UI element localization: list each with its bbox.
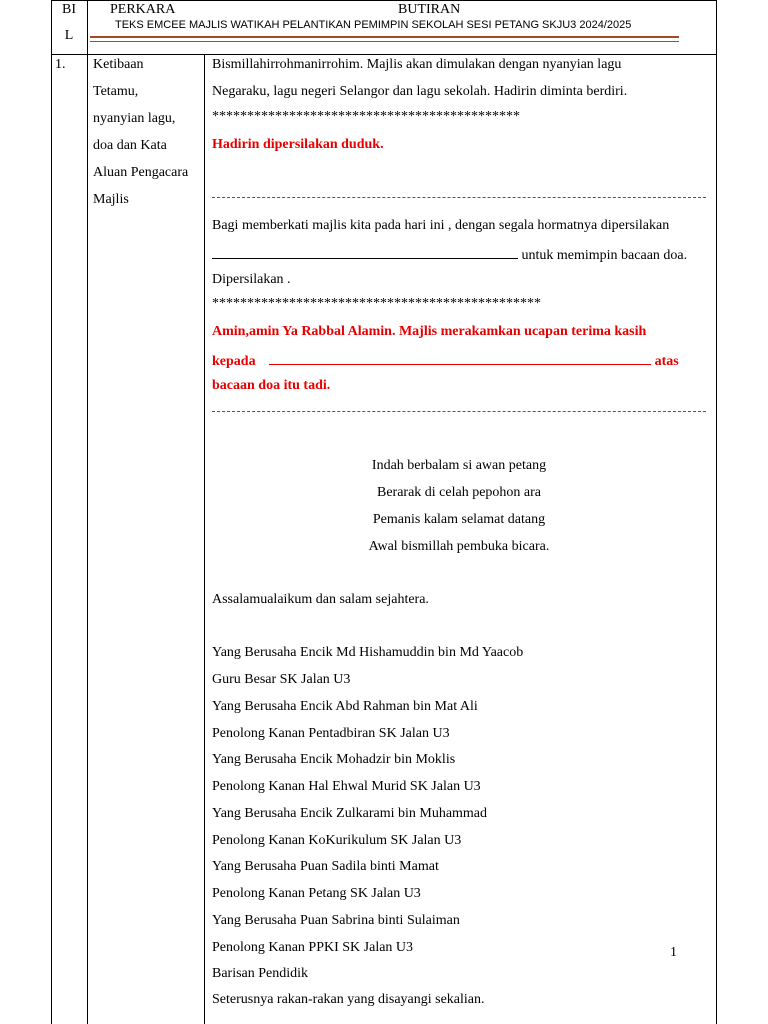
header-rule-thin bbox=[90, 41, 679, 42]
dashed-divider bbox=[212, 411, 706, 412]
amin-line-start: kepada bbox=[212, 354, 256, 369]
pantun-line: Awal bismillah pembuka bicara. bbox=[368, 539, 550, 554]
header-butiran: BUTIRAN bbox=[398, 2, 461, 17]
stars-divider: *********************************************** bbox=[212, 296, 541, 311]
guest-line: Penolong Kanan Petang SK Jalan U3 bbox=[212, 886, 421, 901]
doa-invite: Dipersilakan . bbox=[212, 272, 291, 287]
intro-line: Negaraku, lagu negeri Selangor dan lagu sekolah. Hadirin diminta berdiri. bbox=[212, 84, 628, 99]
header-rule bbox=[90, 36, 679, 38]
perkara-line: doa dan Kata bbox=[93, 138, 167, 153]
guest-line: Yang Berusaha Encik Zulkarami bin Muhammad bbox=[212, 806, 488, 821]
header-perkara: PERKARA bbox=[110, 2, 176, 17]
perkara-line: nyanyian lagu, bbox=[93, 111, 176, 126]
guest-line: Penolong Kanan Hal Ehwal Murid SK Jalan U3 bbox=[212, 779, 481, 794]
guest-line: Penolong Kanan KoKurikulum SK Jalan U3 bbox=[212, 833, 462, 848]
blank-underline bbox=[269, 351, 651, 365]
perkara-line: Aluan Pengacara bbox=[93, 165, 189, 180]
pantun-line: Indah berbalam si awan petang bbox=[371, 458, 547, 473]
row-number: 1. bbox=[55, 57, 66, 72]
table-border-top bbox=[51, 0, 717, 1]
doa-line: Bagi memberkati majlis kita pada hari ini , dengan segala hormatnya dipersilakan bbox=[212, 218, 670, 233]
doa-line-text: untuk memimpin bacaan doa. bbox=[521, 248, 688, 263]
pantun-line: Berarak di celah pepohon ara bbox=[376, 485, 542, 500]
header-bil-cont: L bbox=[64, 28, 74, 43]
table-border-col2 bbox=[204, 54, 205, 1024]
guest-line: Yang Berusaha Encik Md Hishamuddin bin Md Yaacob bbox=[212, 645, 524, 660]
table-border-col1 bbox=[87, 0, 88, 1024]
amin-line: bacaan doa itu tadi. bbox=[212, 378, 331, 393]
doa-line bbox=[212, 245, 687, 264]
perkara-line: Ketibaan bbox=[93, 57, 144, 72]
pantun-line: Pemanis kalam selamat datang bbox=[372, 512, 546, 527]
guest-line: Penolong Kanan PPKI SK Jalan U3 bbox=[212, 940, 414, 955]
stars-divider: ******************************************** bbox=[212, 109, 520, 124]
greeting: Assalamualaikum dan salam sejahtera. bbox=[212, 592, 429, 607]
intro-line: Bismillahirrohmanirrohim. Majlis akan dimulakan dengan nyanyian lagu bbox=[212, 57, 622, 72]
document-title: TEKS EMCEE MAJLIS WATIKAH PELANTIKAN PEMIMPIN SEKOLAH SESI PETANG SKJU3 2024/2025 bbox=[115, 19, 632, 31]
perkara-line: Tetamu, bbox=[93, 84, 139, 99]
table-header-separator bbox=[51, 54, 717, 55]
blank-underline bbox=[212, 245, 518, 259]
header-bil: BI bbox=[62, 2, 76, 17]
amin-line: Amin,amin Ya Rabbal Alamin. Majlis merakamkan ucapan terima kasih bbox=[212, 324, 647, 339]
guest-line: Yang Berusaha Encik Abd Rahman bin Mat Ali bbox=[212, 699, 478, 714]
guest-line: Barisan Pendidik bbox=[212, 966, 309, 981]
guest-line: Seterusnya rakan-rakan yang disayangi sekalian. bbox=[212, 992, 485, 1007]
page-number: 1 bbox=[670, 945, 677, 960]
guest-line: Yang Berusaha Puan Sabrina binti Sulaiman bbox=[212, 913, 460, 928]
guest-line: Yang Berusaha Encik Mohadzir bin Moklis bbox=[212, 752, 456, 767]
dashed-divider bbox=[212, 197, 706, 198]
sit-instruction: Hadirin dipersilakan duduk. bbox=[212, 137, 384, 152]
amin-line bbox=[212, 351, 679, 370]
table-border-right bbox=[716, 0, 717, 1024]
table-border-left bbox=[51, 0, 52, 1024]
guest-line: Penolong Kanan Pentadbiran SK Jalan U3 bbox=[212, 726, 450, 741]
guest-line: Guru Besar SK Jalan U3 bbox=[212, 672, 351, 687]
perkara-line: Majlis bbox=[93, 192, 129, 207]
guest-line: Yang Berusaha Puan Sadila binti Mamat bbox=[212, 859, 439, 874]
amin-line-end: atas bbox=[654, 354, 679, 369]
